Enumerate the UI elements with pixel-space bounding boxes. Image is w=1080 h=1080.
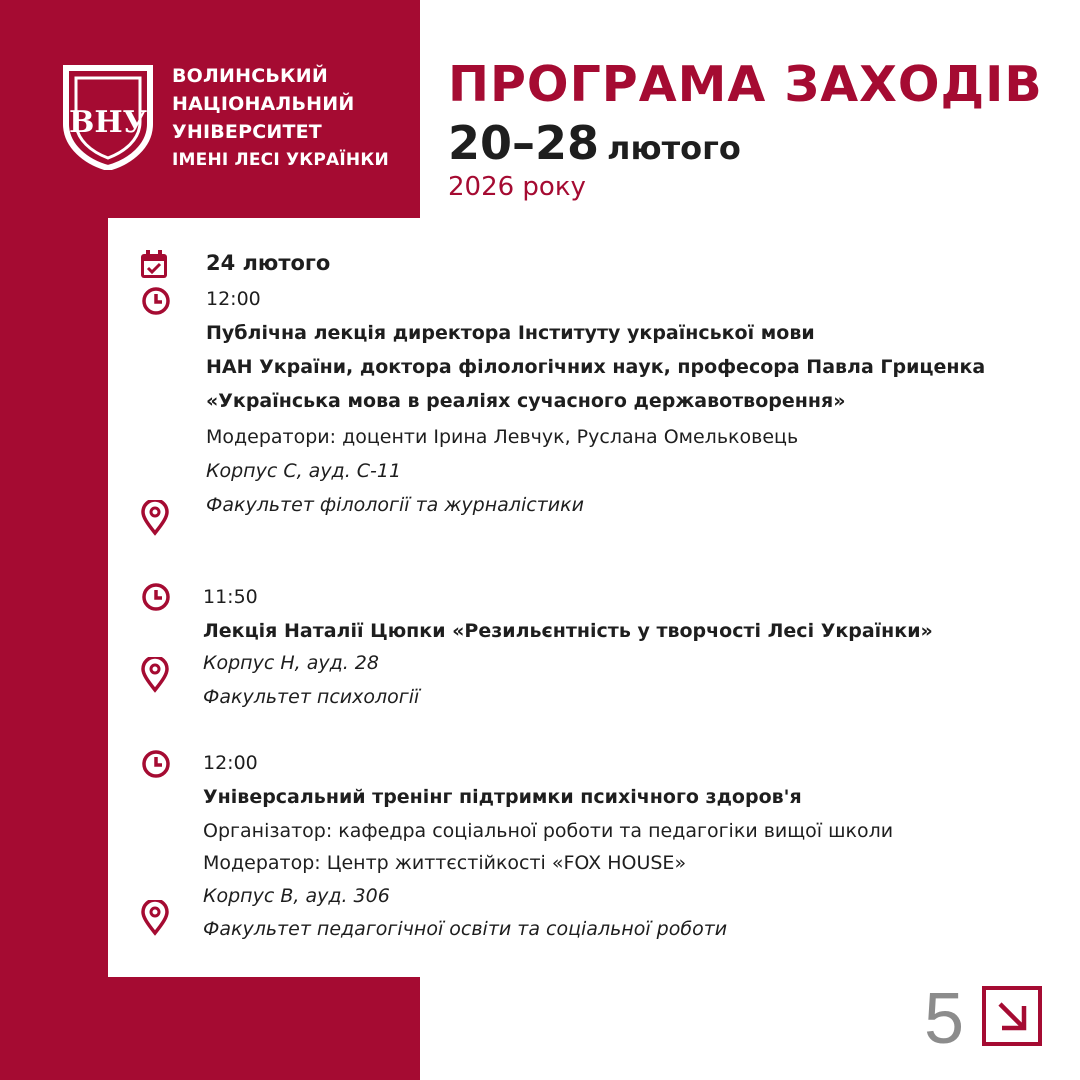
page-number: 5 [924, 979, 965, 1059]
event-title: НАН України, доктора філологічних наук, професора Павла Гриценка [206, 356, 986, 378]
event-time: 12:00 [203, 752, 258, 774]
location-pin-icon [139, 900, 171, 936]
event-room: Корпус С, ауд. С-11 [206, 460, 402, 482]
university-logo [58, 64, 158, 170]
arrow-down-right-icon [986, 990, 1038, 1042]
event-detail: Модератори: доценти Ірина Левчук, Руслана Омельковець [206, 426, 799, 448]
date-range-days: 20–28 [448, 116, 600, 170]
brand-line: ВОЛИНСЬКИЙ [172, 65, 328, 87]
date-range [448, 116, 741, 170]
clock-icon [140, 748, 172, 780]
event-title: Лекція Наталії Цюпки «Резильєнтність у творчості Лесі Українки» [203, 620, 933, 642]
location-pin-icon [139, 500, 171, 536]
event-time: 11:50 [203, 586, 258, 608]
date-range-month: лютого [607, 129, 741, 167]
location-pin-icon [139, 657, 171, 693]
university-name [172, 62, 389, 174]
event-day: 24 лютого [206, 251, 331, 275]
page-title: ПРОГРАМА ЗАХОДІВ [448, 56, 1043, 113]
brand-line: УНІВЕРСИТЕТ [172, 121, 322, 143]
svg-text:ВНУ: ВНУ [68, 105, 148, 140]
calendar-check-icon [138, 248, 170, 280]
event-detail: Модератор: Центр життєстійкості «FOX HOUSE» [203, 852, 687, 874]
event-room: Корпус В, ауд. 306 [203, 885, 390, 907]
event-time: 12:00 [206, 288, 261, 310]
clock-icon [140, 285, 172, 317]
year: 2026 року [448, 172, 586, 202]
event-detail: Організатор: кафедра соціальної роботи та педагогіки вищої школи [203, 820, 894, 842]
brand-line: НАЦІОНАЛЬНИЙ [172, 93, 355, 115]
event-title: «Українська мова в реаліях сучасного державотворення» [206, 390, 846, 412]
next-page-button[interactable] [982, 986, 1042, 1046]
event-title: Публічна лекція директора Інституту української мови [206, 322, 815, 344]
clock-icon [140, 581, 172, 613]
event-room: Корпус Н, ауд. 28 [203, 652, 379, 674]
event-title: Універсальний тренінг підтримки психічного здоров'я [203, 786, 802, 808]
event-faculty: Факультет педагогічної освіти та соціальної роботи [203, 918, 728, 940]
event-faculty: Факультет психології [203, 686, 420, 708]
brand-line: ІМЕНІ ЛЕСІ УКРАЇНКИ [172, 150, 389, 170]
event-faculty: Факультет філології та журналістики [206, 494, 584, 516]
